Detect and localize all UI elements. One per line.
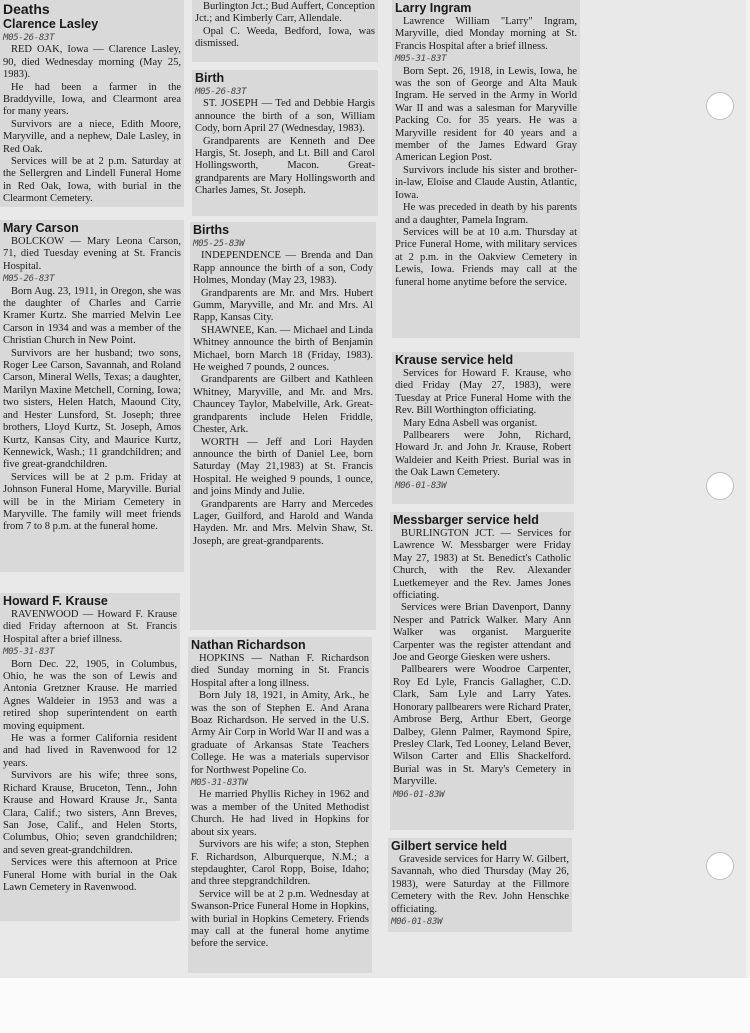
obituary-paragraph: Survivors include his sister and brother-in-law, Eloise and Claude Austin, Atlantic, Iowa. — [395, 164, 577, 201]
notice-paragraph: Pallbearers were John, Richard, Howard Jr. and John Jr. Krause, Robert Waldeier and Keith Priest. Burial was in the Oak Lawn Cemetery. — [395, 430, 571, 479]
deaths-header: Deaths — [3, 1, 50, 17]
birth-paragraph: WORTH — Jeff and Lori Hayden announce the birth of Daniel Lee, born Saturday (May 21,1983) at St. Francis Hospital. He weighed 9 pounds, 1 ounce, and joins Mindy and Julie. — [193, 436, 373, 498]
handwritten-date-note: M06-01-83W — [393, 789, 445, 800]
handwritten-date-note: M05-31-83T — [3, 647, 55, 658]
obituary-paragraph: HOPKINS — Nathan F. Richardson died Sunday morning in St. Francis Hospital after a long illness. — [191, 653, 369, 689]
page-margin — [0, 978, 750, 1033]
obituary-paragraph: He was preceded in death by his parents and a daughter, Pamela Ingram. — [395, 202, 577, 226]
handwritten-date-note: M05-26-83T — [195, 87, 247, 97]
obituary-paragraph: Services were this afternoon at Price Funeral Home with burial in the Oak Lawn Cemetery in Ravenwood. — [3, 857, 177, 893]
handwritten-date-note: M05-26-83T — [3, 33, 55, 43]
obituary-paragraph: Born Sept. 26, 1918, in Lewis, Iowa, he was the son of George and Alta Mauk Ingram. He served in the Army in World War II and was a salesman for Maryville Packing Co. for 35 years. He was a Maryville resident for 40 years and a member of the James Edward Gray American Legion Post. — [395, 65, 577, 164]
notice-paragraph: Graveside services for Harry W. Gilbert, Savannah, who died Thursday (May 26, 1983), were Saturday at the Fillmore Cemetery with the Rev. John Henschke officiating. — [391, 854, 569, 915]
handwritten-date-note: M06-01-83W — [395, 480, 447, 491]
obituary-title: Larry Ingram — [395, 1, 472, 15]
birth-hargis — [192, 70, 378, 216]
hospital-paragraph: Opal C. Weeda, Bedford, Iowa, was dismissed. — [195, 25, 375, 50]
obituary-title: Mary Carson — [3, 221, 79, 235]
notice-paragraph: Mary Edna Asbell was organist. — [403, 417, 538, 429]
hospital-notes-clipping — [192, 0, 378, 62]
birth-paragraph: ST. JOSEPH — Ted and Debbie Hargis announce the birth of a son, William Cody, born April 27 (Wednesday, 1983). — [195, 98, 375, 135]
notice-title: Messbarger service held — [393, 513, 539, 527]
birth-paragraph: Grandparents are Mr. and Mrs. Hubert Gumm, Maryville, and Mr. and Mrs. Al Rapp, Kansas City. — [193, 287, 373, 324]
birth-paragraph: INDEPENDENCE — Brenda and Dan Rapp announce the birth of a son, Cody Holmes, Monday (May 23, 1983). — [193, 250, 373, 287]
obituary-paragraph: Born Dec. 22, 1905, in Columbus, Ohio, he was the son of Lewis and Antonia Gretzner Krause. He married Agnes Waldeier in 1953 and was a retired shop superintendent on earth moving equipment. — [3, 658, 177, 732]
obituary-clarence-lasley — [0, 0, 184, 207]
obituary-paragraph: Born July 18, 1921, in Amity, Ark., he was the son of Stephen E. And Arana Boaz Richardson. He served in the U.S. Army Air Corp in World War II and was a graduate of Arkansas State Teachers College. He was a materials supervisor for Northwest Popeline Co. — [191, 690, 369, 776]
births-announcements — [190, 222, 376, 630]
handwritten-date-note: M06-01-83W — [391, 917, 443, 928]
births-title: Births — [193, 223, 230, 237]
birth-paragraph: Grandparents are Kenneth and Dee Hargis, St. Joseph, and Lt. Bill and Carol Hollingsworth, Macon. Great-grandparents are Mary Hollingsworth and Charles James, St. Joseph. — [195, 135, 375, 197]
obituary-paragraph: Born Aug. 23, 1911, in Oregon, she was the daughter of Charles and Carrie Kramer Kurtz. She married Melvin Lee Carson in 1934 and was a member of the Christian Church in New Point. — [3, 285, 181, 347]
birth-paragraph: Grandparents are Gilbert and Kathleen Whitney, Maryville, and Mr. and Mrs. Chauncey Taylor, Mabelville, Ark. Great-grandparents include Helen Friddle, Chester, Ark. — [193, 374, 373, 436]
notice-krause-service — [392, 352, 574, 504]
obituary-paragraph: Service will be at 2 p.m. Wednesday at Swanson-Price Funeral Home in Hopkins, with burial in Hopkins Cemetery. Friends may call at the funeral home anytime before the service. — [191, 888, 369, 950]
obituary-paragraph: Services will be at 2 p.m. Friday at Johnson Funeral Home, Maryville. Burial will be in the Miriam Cemetery in Maryville. The family will meet friends from 7 to 8 p.m. at the funeral home. — [3, 471, 181, 533]
notice-paragraph: Services for Howard F. Krause, who died Friday (May 27, 1983), were Tuesday at Price Funeral Home with the Rev. Bill Worthington officiating. — [395, 368, 571, 417]
handwritten-date-note: M05-31-83T — [395, 54, 447, 65]
birth-paragraph: Grandparents are Harry and Mercedes Lager, Guilford, and Harold and Wanda Hayden. Mr. and Mrs. Melvin Shaw, St. Joseph, are great-grandparents. — [193, 498, 373, 547]
obituary-paragraph: RED OAK, Iowa — Clarence Lasley, 90, died Wednesday morning (May 25, 1983). — [3, 44, 181, 81]
notice-title: Gilbert service held — [391, 839, 508, 853]
obituary-paragraph: RAVENWOOD — Howard F. Krause died Friday afternoon at St. Francis Hospital after a brief illness. — [3, 609, 177, 645]
obituary-paragraph: He was a former California resident and had lived in Ravenwood for 12 years. — [3, 733, 177, 769]
handwritten-date-note: M05-31-83TW — [191, 778, 248, 789]
obituary-mary-carson — [0, 220, 184, 572]
notice-paragraph: Services were Brian Davenport, Danny Nesper and Patrick Walker. Mary Ann Walker was organist. Marguerite Carpenter was the register attendant and Joe and George Giesken were ushers. — [393, 602, 571, 664]
notice-messbarger-service — [390, 512, 574, 830]
handwritten-date-note: M05-26-83T — [3, 274, 55, 285]
obituary-title: Clarence Lasley — [3, 17, 99, 31]
obituary-paragraph: Survivors are her husband; two sons, Roger Lee Carson, Savannah, and Roland Carson, Mineral Wells, Texas; a daughter, Marilyn Maxine Metchell, Corning, Iowa; two sisters, Helen Hatch, Maound City, and Hester Lunsford, St. Joseph; three brothers, Lloyd Kurtz, St. Joseph, Amos Kurtz, Kansas City, and Maurice Kurtz, Kennewick, Wash.; 11 grandchildren; and five great-grandchildren. — [3, 347, 181, 471]
obituary-paragraph: Survivors are his wife; three sons, Richard Krause, Bruceton, Tenn., John Krause and Howard Krause Jr., Santa Clara, Calif.; two sisters, Ann Breves, San Jose, Calif., and Helen Storts, Columbus, Ohio; seven grandchildren; and seven great-grandchildren. — [3, 770, 177, 856]
obituary-larry-ingram — [392, 0, 580, 338]
obituary-paragraph: Services will be at 10 a.m. Thursday at Price Funeral Home, with military services at 2 p.m. in the Oakview Cemetery in Lewis, Iowa. Friends may call at the funeral home anytime before the service. — [395, 226, 577, 288]
notice-paragraph: Pallbearers were Woodroe Carpenter, Roy Ed Lyle, Francis Gallagher, C.D. Clark, Sam Lyle and Larry Yates. Honorary pallbearers were Richard Prater, Ambrose Berg, Arthur Ebert, George Dalbey, Glenn Palmer, Raymond Spire, Presley Clark, Ted Looney, Leland Bever, Wilson Carter and Ellis Shackelford. Burial was in St. Mary's Cemetery in Maryville. — [393, 664, 571, 788]
obituary-paragraph: BOLCKOW — Mary Leona Carson, 71, died Tuesday evening at St. Francis Hospital. — [3, 236, 181, 272]
obituary-nathan-richardson — [188, 637, 372, 973]
handwritten-date-note: M05-25-83W — [193, 239, 245, 249]
notice-paragraph: BURLINGTON JCT. — Services for Lawrence W. Messbarger were Friday May 27, 1983) at St. Benedict's Catholic Church, with the Rev. Alexander Luetkemeyer and the Rev. James Jones officiating. — [393, 528, 571, 602]
obituary-paragraph: Survivors are a niece, Edith Moore, Maryville, and a nephew, Dale Lasley, in Red Oak. — [3, 118, 181, 155]
binder-hole-middle — [706, 472, 734, 500]
birth-paragraph: SHAWNEE, Kan. — Michael and Linda Whitney announce the birth of Benjamin Michael, born March 18 (Friday, 1983). He weighed 7 pounds, 2 ounces. — [193, 324, 373, 374]
obituary-paragraph: Lawrence William "Larry" Ingram, Maryville, died Monday morning at St. Francis Hospital after a brief illness. — [395, 16, 577, 52]
hospital-paragraph: Burlington Jct.; Bud Auffert, Conception Jct.; and Kimberly Carr, Allendale. — [195, 1, 375, 25]
obituary-howard-krause — [0, 593, 180, 921]
obituary-title: Howard F. Krause — [3, 594, 108, 608]
binder-hole-top — [706, 92, 734, 120]
binder-hole-bottom — [706, 852, 734, 880]
obituary-paragraph: Services will be at 2 p.m. Saturday at the Sellergren and Lindell Funeral Home in Red Oak, Iowa, with burial in the Clearmont Cemetery. — [3, 156, 181, 205]
obituary-paragraph: Survivors are his wife; a ston, Stephen F. Richardson, Alburquerque, N.M.; a stepdaughter, Carol Ropp, Boise, Idaho; and three stepgrandchildren. — [191, 839, 369, 888]
obituary-title: Nathan Richardson — [191, 638, 306, 652]
notice-title: Krause service held — [395, 353, 514, 367]
birth-title: Birth — [195, 71, 225, 85]
obituary-paragraph: He married Phyllis Richey in 1962 and was a member of the United Methodist Church. He had lived in Hopkins for about six years. — [191, 789, 369, 838]
obituary-paragraph: He had been a farmer in the Braddyville, Iowa, and Clearmont area for many years. — [3, 81, 181, 118]
notice-gilbert-service — [388, 838, 572, 932]
